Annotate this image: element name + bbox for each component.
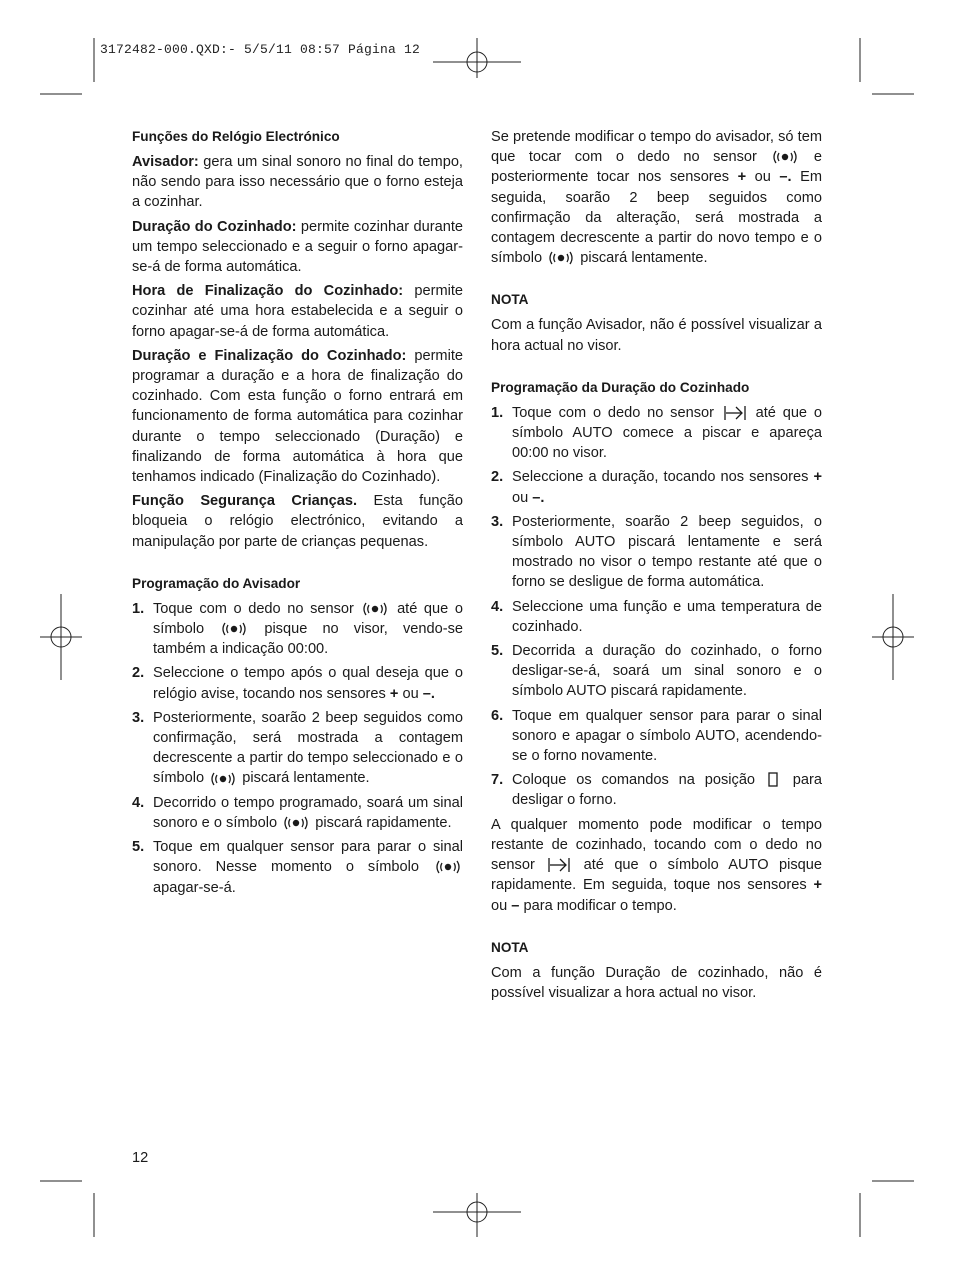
list-item: 3. Posteriormente, soarão 2 beep seguidos, o símbolo AUTO piscará lentamente e será mostrado no visor o tempo restante até que o forno se desligue de forma automática. [491, 513, 822, 591]
paragraph-duracao-finalizacao: Duração e Finalização do Cozinhado: permite programar a duração e a hora de finalização do cozinhado. Com esta função o forno entrará em funcionamento de forma automática para cozinhar durante o tempo seleccionado (Duração) e finalizando de forma automática à hora que tenhamos indicado (Finalização do Cozinhado). [132, 347, 463, 486]
heading-programacao-duracao: Programação da Duração do Cozinhado [491, 379, 750, 395]
alarm-bell-icon [772, 149, 798, 165]
section-title: Funções do Relógio Electrónico [132, 129, 340, 144]
paragraph-seguranca: Função Segurança Crianças. Esta função bloqueia o relógio electrónico, evitando a manipulação por parte de crianças pequenas. [132, 493, 463, 550]
steps-duracao [491, 403, 822, 811]
list-item: 3. Posteriormente, soarão 2 beep seguidos como confirmação, será mostrada a contagem decrescente a partir do tempo seleccionado e o símbolo piscará lentamente. [132, 709, 463, 787]
list-item: 1. Toque com o dedo no sensor até que o símbolo pisque no visor, vendo-se também a indicação 00:00. [132, 600, 463, 658]
alarm-bell-icon [362, 601, 388, 617]
list-item: 4. Seleccione uma função e uma temperatura de cozinhado. [491, 598, 822, 635]
alarm-bell-icon [435, 859, 461, 875]
page-number: 12 [132, 1150, 149, 1166]
list-item: 5. Toque em qualquer sensor para parar o sinal sonoro. Nesse momento o símbolo apagar-se-á. [132, 839, 463, 896]
list-item: 1. Toque com o dedo no sensor até que o símbolo AUTO comece a piscar e apareça 00:00 no visor. [491, 404, 822, 462]
steps-avisador [132, 599, 463, 898]
list-item: 6. Toque em qualquer sensor para parar o sinal sonoro e apagar o símbolo AUTO, acendendo-se o forno novamente. [491, 707, 822, 765]
duration-arrow-icon [723, 405, 747, 421]
list-item: 2. Seleccione a duração, tocando nos sensores + ou –. [491, 469, 822, 506]
paragraph-modificar-duracao: A qualquer momento pode modificar o tempo restante de cozinhado, tocando com o dedo no sensor até que o símbolo AUTO pisque rapidamente. Em seguida, toque nos sensores + ou – para modificar o tempo. [491, 816, 822, 914]
alarm-bell-icon [221, 621, 247, 637]
alarm-bell-icon [210, 771, 236, 787]
paragraph-avisador: Avisador: gera um sinal sonoro no final do tempo, não sendo para isso necessário que o forno esteja a cozinhar. [132, 154, 463, 211]
file-slug: 3172482-000.QXD:- 5/5/11 08:57 Página 12 [100, 42, 421, 57]
list-item: 4. Decorrido o tempo programado, soará um sinal sonoro e o símbolo piscará rapidamente. [132, 794, 463, 831]
off-position-icon [767, 772, 781, 788]
right-column [491, 127, 822, 1007]
heading-nota: NOTA [491, 292, 529, 308]
list-item: 5. Decorrida a duração do cozinhado, o forno desligar-se-á, soará um sinal sonoro e o símbolo AUTO piscará rapidamente. [491, 643, 822, 700]
paragraph-nota-avisador: Com a função Avisador, não é possível visualizar a hora actual no visor. [491, 317, 822, 354]
paragraph-nota-duracao: Com a função Duração de cozinhado, não é possível visualizar a hora actual no visor. [491, 964, 822, 1001]
paragraph-hora-finalizacao: Hora de Finalização do Cozinhado: permite cozinhar até uma hora estabelecida e a seguir o forno apagar-se-á de forma automática. [132, 283, 464, 340]
heading-nota: NOTA [491, 939, 529, 955]
heading-programacao-avisador: Programação do Avisador [132, 575, 301, 591]
left-column [132, 127, 463, 902]
list-item: 2. Seleccione o tempo após o qual deseja que o relógio avise, tocando nos sensores + ou –. [132, 665, 463, 702]
alarm-bell-icon [283, 815, 309, 831]
alarm-bell-icon [548, 250, 574, 266]
duration-arrow-icon [547, 857, 571, 873]
paragraph-duracao: Duração do Cozinhado: permite cozinhar durante um tempo seleccionado e a seguir o forno apagar-se-á de forma automática. [132, 218, 463, 276]
paragraph-modificar-avisador: Se pretende modificar o tempo do avisador, só tem que tocar com o dedo no sensor e posteriormente tocar nos sensores + ou –. Em seguida, soarão 2 beep seguidos como confirmação da alteração, será mostrada a contagem decrescente a partir do novo tempo e o símbolo piscará lentamente. [491, 129, 823, 267]
list-item: 7. Coloque os comandos na posição para desligar o forno. [491, 772, 822, 809]
